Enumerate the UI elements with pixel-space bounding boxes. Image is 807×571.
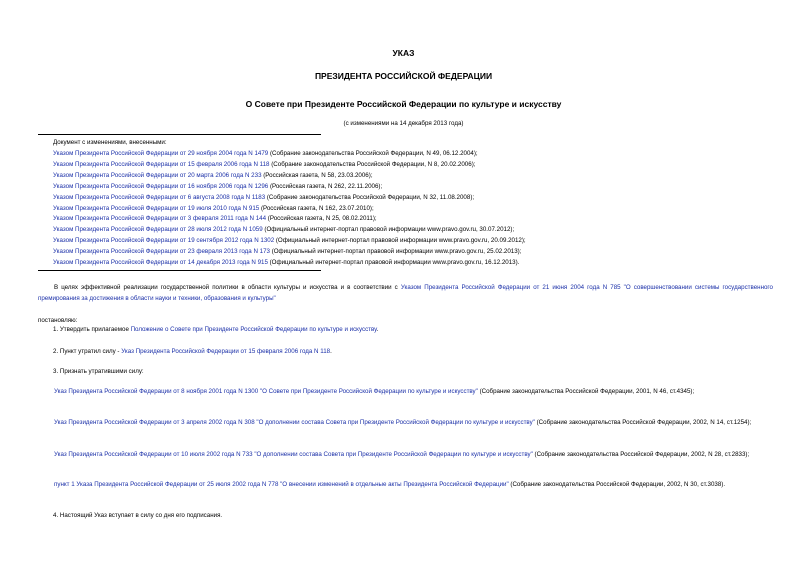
change-decree-link[interactable]: Указом Президента Российской Федерации от 29 ноября 2004 года N 1479 bbox=[53, 150, 269, 157]
change-item bbox=[53, 247, 526, 258]
regulation-link[interactable]: Положение о Совете при Президенте Российской Федерации по культуре и искусству bbox=[130, 326, 377, 333]
change-decree-link[interactable]: Указом Президента Российской Федерации от 20 марта 2006 года N 233 bbox=[53, 171, 262, 179]
item-1-text: 1. Утвердить прилагаемое bbox=[53, 326, 131, 333]
change-source: (Официальный интернет-портал правовой информации www.pravo.gov.ru, 20.09.2012); bbox=[274, 237, 526, 245]
change-item bbox=[53, 204, 526, 215]
change-item bbox=[53, 214, 526, 225]
change-item bbox=[53, 193, 526, 204]
item-1-end: . bbox=[376, 326, 379, 333]
item-1 bbox=[53, 325, 378, 336]
change-decree-link[interactable]: Указом Президента Российской Федерации от 23 февраля 2013 года N 173 bbox=[53, 248, 270, 256]
change-decree-link[interactable]: Указом Президента Российской Федерации от 14 декабря 2013 года N 915 bbox=[53, 259, 268, 267]
changes-list bbox=[53, 149, 526, 269]
intro-decree-link[interactable]: Указом Президента Российской Федерации от 21 июня 2004 года N 785 "О совершенствовании системы государственного премирования за достижения в области науки и техники, образования и культуры" bbox=[38, 284, 773, 302]
change-source: (Российская газета, N 162, 23.07.2010); bbox=[259, 204, 374, 212]
change-source: (Собрание законодательства Российской Федерации, N 8, 20.02.2006); bbox=[269, 160, 476, 168]
repealed-act-4-link[interactable]: пункт 1 Указа Президента Российской Федерации от 25 июля 2002 года N 778 "О внесении изменений в отдельные акты Президента Российской Федерации" bbox=[54, 481, 509, 488]
repealed-act-2-link[interactable]: Указ Президента Российской Федерации от 3 апреля 2002 года N 308 "О дополнении состава Совета при Президенте Российской Федерации по культуре и искусству" bbox=[54, 419, 535, 426]
item-2 bbox=[53, 347, 332, 358]
repealed-act-3 bbox=[38, 450, 771, 461]
repealed-act-1-link[interactable]: Указ Президента Российской Федерации от 8 ноября 2001 года N 1300 "О Совете при Президенте Российской Федерации по культуре и искусству" bbox=[54, 388, 478, 395]
item-3: 3. Признать утратившими силу: bbox=[53, 368, 144, 375]
document-type-title: УКАЗ bbox=[392, 48, 415, 58]
item-4: 4. Настоящий Указ вступает в силу со дня его подписания. bbox=[53, 512, 223, 519]
repealed-act-2-source: (Собрание законодательства Российской Федерации, 2002, N 14, ст.1254); bbox=[534, 419, 752, 426]
change-decree-link[interactable]: Указом Президента Российской Федерации от 16 ноября 2006 года N 1296 bbox=[53, 182, 269, 190]
change-source: (Официальный интернет-портал правовой информации www.pravo.gov.ru, 25.02.2013); bbox=[269, 248, 522, 256]
change-item bbox=[53, 236, 526, 247]
change-source: (Российская газета, N 262, 22.11.2006); bbox=[268, 182, 383, 190]
change-decree-link[interactable]: Указом Президента Российской Федерации от 6 августа 2008 года N 1183 bbox=[53, 193, 266, 201]
change-item bbox=[53, 149, 526, 160]
change-item bbox=[53, 160, 526, 171]
changes-bottom-divider bbox=[38, 270, 321, 271]
change-decree-link[interactable]: Указом Президента Российской Федерации от 19 сентября 2012 года N 1302 bbox=[53, 237, 275, 245]
repealed-act-4-source: (Собрание законодательства Российской Федерации, 2002, N 30, ст.3038). bbox=[508, 481, 726, 488]
item-2-text: 2. Пункт утратил силу - bbox=[53, 348, 122, 355]
intro-paragraph bbox=[38, 283, 773, 304]
change-item bbox=[53, 171, 526, 182]
change-source: (Российская газета, N 25, 08.02.2011); bbox=[266, 215, 377, 223]
changes-heading: Документ с изменениями, внесенными: bbox=[53, 139, 167, 146]
repealed-act-2 bbox=[38, 418, 771, 429]
item-2-end: . bbox=[330, 348, 332, 355]
repealed-act-1-source: (Собрание законодательства Российской Федерации, 2001, N 46, ст.4345); bbox=[477, 388, 695, 395]
change-decree-link[interactable]: Указом Президента Российской Федерации от 3 февраля 2011 года N 144 bbox=[53, 215, 267, 223]
change-decree-link[interactable]: Указом Президента Российской Федерации от 28 июля 2012 года N 1059 bbox=[53, 226, 263, 234]
changes-top-divider bbox=[38, 134, 321, 135]
change-decree-link[interactable]: Указом Президента Российской Федерации от 15 февраля 2006 года N 118 bbox=[53, 160, 270, 168]
intro-text: В целях эффективной реализации государственной политики в области культуры и искусства и в соответствии с bbox=[54, 284, 401, 291]
postanovlyayu-text: постановляю: bbox=[38, 317, 78, 324]
repealed-act-4 bbox=[38, 480, 771, 491]
change-source: (Официальный интернет-портал правовой информации www.pravo.gov.ru, 16.12.2013). bbox=[267, 259, 520, 267]
repealed-act-1 bbox=[38, 387, 771, 398]
revision-note: (с изменениями на 14 декабря 2013 года) bbox=[343, 120, 464, 127]
change-source: (Официальный интернет-портал правовой информации www.pravo.gov.ru, 30.07.2012); bbox=[262, 226, 515, 234]
document-title: О Совете при Президенте Российской Федерации по культуре и искусству bbox=[245, 99, 562, 109]
change-source: (Российская газета, N 58, 23.03.2006); bbox=[261, 171, 373, 179]
repealing-decree-link[interactable]: Указ Президента Российской Федерации от 15 февраля 2006 года N 118 bbox=[121, 348, 331, 355]
repealed-act-3-link[interactable]: Указ Президента Российской Федерации от 10 июля 2002 года N 733 "О дополнении состава Совета при Президенте Российской Федерации по культуре и искусству" bbox=[54, 451, 533, 458]
change-source: (Собрание законодательства Российской Федерации, N 32, 11.08.2008); bbox=[265, 193, 475, 201]
change-item bbox=[53, 225, 526, 236]
change-item bbox=[53, 258, 526, 269]
repealed-act-3-source: (Собрание законодательства Российской Федерации, 2002, N 28, ст.2833); bbox=[532, 451, 750, 458]
change-decree-link[interactable]: Указом Президента Российской Федерации от 19 июля 2010 года N 915 bbox=[53, 204, 260, 212]
change-source: (Собрание законодательства Российской Федерации, N 49, 06.12.2004); bbox=[268, 150, 478, 157]
change-item bbox=[53, 182, 526, 193]
issuer-title: ПРЕЗИДЕНТА РОССИЙСКОЙ ФЕДЕРАЦИИ bbox=[314, 71, 493, 81]
